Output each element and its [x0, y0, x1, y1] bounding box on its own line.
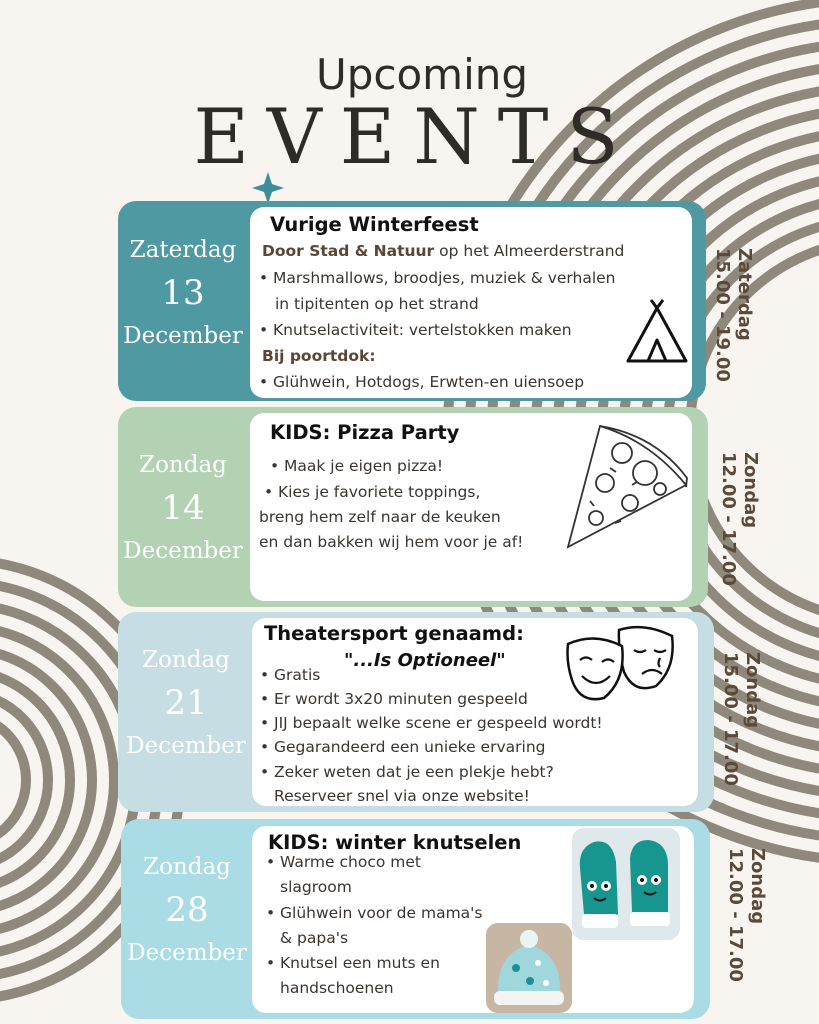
event-month: December [123, 538, 243, 564]
pizza-slice-icon [560, 423, 690, 551]
event-date-number: 21 [164, 683, 208, 723]
event-title: KIDS: Pizza Party [270, 421, 460, 444]
event-bullet: • Er wordt 3x20 minuten gespeeld [274, 690, 528, 709]
event-side-day: Zondag [742, 652, 763, 729]
event-day: Zondag [139, 452, 227, 478]
event-side-time [717, 452, 761, 592]
event-day: Zaterdag [129, 237, 237, 263]
event-bullet-cont: handschoenen [280, 979, 394, 997]
event-side-hours: 12.00 - 17.00 [718, 452, 739, 586]
event-bullet-cont: Reserveer snel via onze website! [274, 787, 530, 805]
event-side-day: Zondag [740, 452, 761, 529]
event-month: December [127, 940, 247, 966]
event-bullet-cont: & papa's [280, 929, 349, 947]
event-sub-heading: Bij poortdok: [262, 347, 376, 365]
event-bullet-cont: in tipitenten op het strand [275, 295, 479, 313]
event-side-time [711, 248, 755, 388]
event-date-number: 28 [165, 890, 209, 930]
event-bullet: • Zeker weten dat je een plekje hebt? [274, 763, 554, 782]
hat-craft-photo [486, 923, 572, 1013]
event-day: Zondag [143, 854, 231, 880]
event-title: Theatersport genaamd: [264, 622, 524, 645]
event-bullet-cont: en dan bakken wij hem voor je af! [259, 533, 524, 551]
event-day: Zondag [142, 647, 230, 673]
event-title: KIDS: winter knutselen [268, 831, 522, 854]
event-bullet: • Knutsel een muts en [280, 954, 440, 973]
event-bullet: • Knutselactiviteit: vertelstokken maken [273, 321, 572, 340]
event-side-hours: 15.00 - 19.00 [712, 248, 733, 382]
event-month: December [123, 323, 243, 349]
event-side-hours: 15.00 - 17.00 [720, 652, 741, 786]
event-bullet: • Kies je favoriete toppings, [278, 483, 480, 502]
event-subtitle: "...Is Optioneel" [344, 650, 506, 671]
event-month: December [126, 733, 246, 759]
event-title: Vurige Winterfeest [270, 213, 479, 236]
event-bullet: • JIJ bepaalt welke scene er gespeeld wordt! [274, 714, 603, 733]
header-upcoming: Upcoming [315, 50, 529, 99]
event-bullet: • Marshmallows, broodjes, muziek & verhalen [273, 269, 616, 288]
event-side-day: Zaterdag [734, 248, 755, 341]
event-bullet-cont: breng hem zelf naar de keuken [259, 508, 501, 526]
event-bullet: • Gegarandeerd een unieke ervaring [274, 738, 545, 757]
mittens-craft-photo [572, 828, 680, 940]
event-bullet: • Gratis [274, 666, 320, 685]
event-intro-bold: Door Stad & Natuur [262, 242, 435, 260]
event-date-number: 13 [161, 273, 205, 313]
event-bullet: • Warme choco met [280, 853, 421, 872]
event-date-1 [118, 237, 248, 349]
event-date-3 [118, 647, 254, 759]
event-side-hours: 12.00 - 17.00 [725, 848, 746, 982]
theater-masks-icon [564, 624, 678, 704]
tipi-tent-icon [624, 298, 690, 366]
event-bullet: • Glühwein voor de mama's [280, 904, 483, 923]
header-events: EVENTS [193, 92, 637, 181]
event-intro-rest: op het Almeerderstrand [434, 242, 625, 260]
event-bullet: • Maak je eigen pizza! [284, 457, 443, 476]
event-date-2 [118, 452, 248, 564]
event-date-4 [121, 854, 253, 966]
event-bullet: • Glühwein, Hotdogs, Erwten-en uiensoep [273, 373, 584, 392]
event-bullet-cont: slagroom [280, 878, 352, 896]
event-side-time [724, 848, 768, 988]
event-date-number: 14 [161, 488, 205, 528]
event-side-time [719, 652, 763, 792]
event-side-day: Zondag [747, 848, 768, 925]
event-intro [262, 242, 624, 261]
